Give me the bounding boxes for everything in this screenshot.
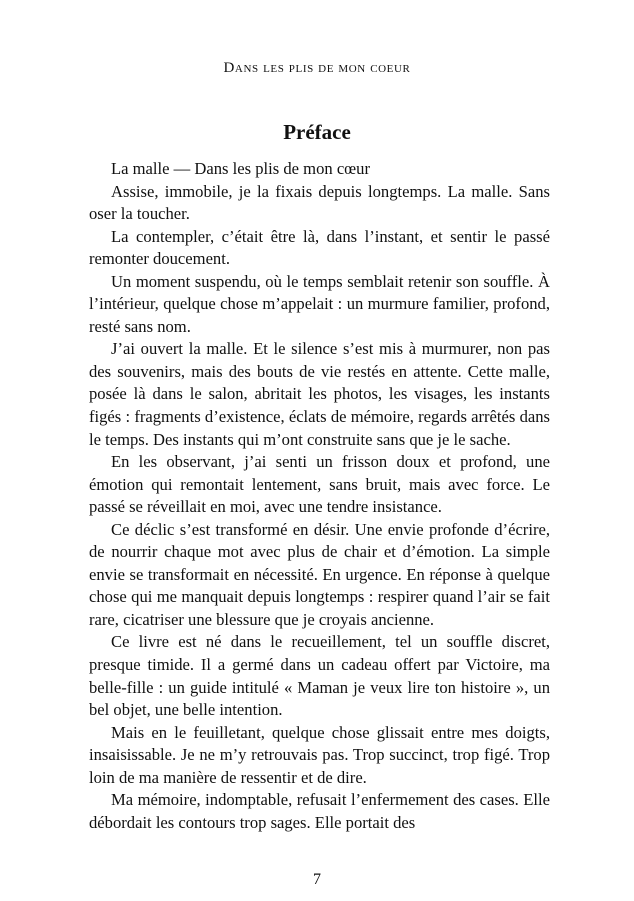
paragraph: J’ai ouvert la malle. Et le silence s’est mis à murmurer, non pas des souvenirs, mais des bouts de vie restés en attente. Cette malle, posée là dans le salon, abritait les photos, les visages, les instants figés : fragments d’existence, éclats de mémoire, regards arrêtés dans le temps. Des instants qui m’ont construite sans que je le sache. — [89, 339, 550, 449]
paragraph: La malle — Dans les plis de mon cœur — [111, 159, 370, 178]
paragraph: En les observant, j’ai senti un frisson doux et profond, une émotion qui remontait lentement, sans bruit, mais avec force. Le passé se réveillait en moi, avec une tendre insistance. — [89, 452, 550, 517]
paragraph: Un moment suspendu, où le temps semblait retenir son souffle. À l’intérieur, quelque chose m’appelait : un murmure familier, profond, resté sans nom. — [89, 271, 550, 336]
page-number: 7 — [313, 871, 321, 888]
paragraph: Mais en le feuilletant, quelque chose glissait entre mes doigts, insaisissable. Je ne m’y retrouvais pas. Trop succinct, trop figé. Trop loin de ma manière de ressentir et de dire. — [89, 722, 550, 787]
paragraph: Ce livre est né dans le recueillement, tel un souffle discret, presque timide. Il a germé dans un cadeau offert par Victoire, ma belle-fille : un guide intitulé « Maman je veux lire ton histoire », un bel objet, une belle intention. — [89, 632, 550, 720]
paragraph: Ce déclic s’est transformé en désir. Une envie profonde d’écrire, de nourrir chaque mot avec plus de chair et d’émotion. La simple envie se transformait en nécessité. En urgence. En réponse à quelque chose qui me manquait depuis longtemps : respirer quand l’air se fait rare, cicatriser une blessure que je croyais ancienne. — [89, 519, 550, 629]
body-text — [89, 158, 550, 848]
chapter-title: Préface — [283, 120, 351, 144]
paragraph: Assise, immobile, je la fixais depuis longtemps. La malle. Sans oser la toucher. — [89, 181, 550, 224]
paragraph: Ma mémoire, indomptable, refusait l’enfermement des cases. Elle débordait les contours trop sages. Elle portait des — [89, 790, 550, 832]
running-head: Dans les plis de mon coeur — [223, 60, 411, 76]
paragraph: La contempler, c’était être là, dans l’instant, et sentir le passé remonter doucement. — [89, 226, 550, 269]
